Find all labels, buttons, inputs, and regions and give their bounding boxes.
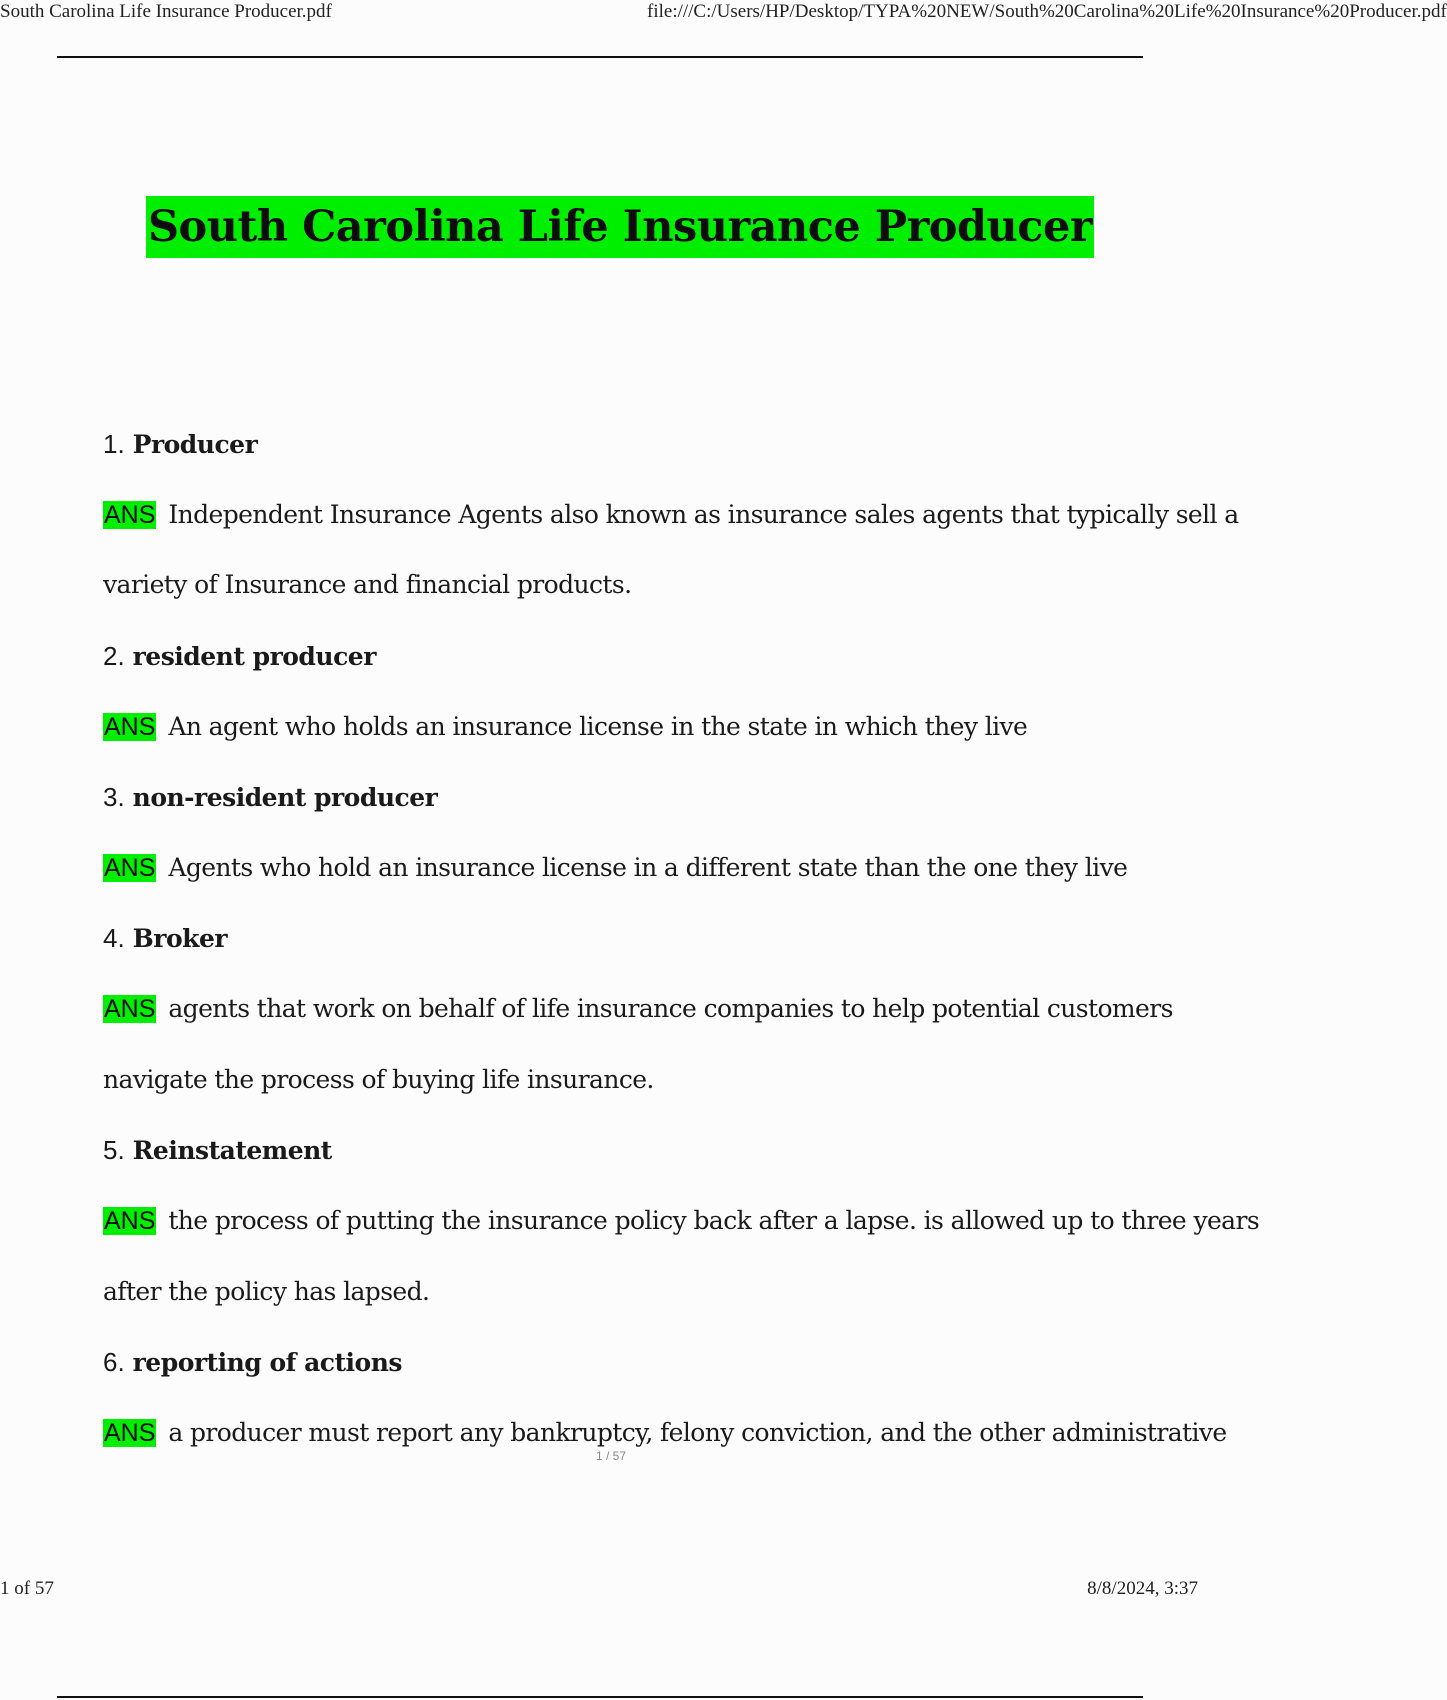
answer-line bbox=[103, 1416, 1227, 1450]
print-date: 8/8/2024, 3:37 bbox=[1087, 1578, 1198, 1599]
question-number: 6. bbox=[103, 1347, 125, 1377]
answer-line bbox=[103, 992, 1173, 1026]
page-title: South Carolina Life Insurance Producer bbox=[146, 196, 1094, 258]
ans-label: ANS bbox=[104, 1419, 156, 1447]
title-container bbox=[0, 196, 1240, 258]
answer-line bbox=[103, 710, 1027, 744]
answer-line bbox=[103, 1063, 654, 1097]
answer-text: after the policy has lapsed. bbox=[103, 1277, 430, 1306]
page-count: 1 of 57 bbox=[0, 1578, 54, 1599]
header-divider bbox=[57, 56, 1143, 58]
answer-text: navigate the process of buying life insurance. bbox=[103, 1065, 654, 1094]
answer-line bbox=[103, 568, 631, 602]
question-heading bbox=[103, 780, 437, 815]
ans-label: ANS bbox=[104, 501, 156, 529]
answer-line bbox=[103, 851, 1127, 885]
question-heading bbox=[103, 1345, 402, 1380]
answer-text: the process of putting the insurance policy back after a lapse. is allowed up to three years bbox=[168, 1206, 1260, 1235]
ans-label: ANS bbox=[104, 1207, 156, 1235]
question-heading bbox=[103, 427, 257, 462]
question-term: Reinstatement bbox=[132, 1136, 332, 1165]
answer-text: agents that work on behalf of life insurance companies to help potential customers bbox=[168, 994, 1173, 1023]
question-term: non-resident producer bbox=[132, 783, 438, 812]
ans-label: ANS bbox=[104, 995, 156, 1023]
answer-text: Independent Insurance Agents also known as insurance sales agents that typically sell a bbox=[168, 500, 1239, 529]
answer-line bbox=[103, 1275, 429, 1309]
question-number: 5. bbox=[103, 1135, 125, 1165]
question-term: resident producer bbox=[132, 642, 376, 671]
question-number: 2. bbox=[103, 641, 125, 671]
pdf-page-marker: 1 / 57 bbox=[596, 1449, 627, 1463]
footer-divider bbox=[57, 1696, 1143, 1698]
answer-text: a producer must report any bankruptcy, felony conviction, and the other administrative bbox=[168, 1418, 1227, 1447]
answer-text: Agents who hold an insurance license in a different state than the one they live bbox=[168, 853, 1128, 882]
print-header bbox=[0, 0, 1447, 26]
answer-text: An agent who holds an insurance license in the state in which they live bbox=[168, 712, 1028, 741]
question-heading bbox=[103, 921, 227, 956]
question-term: Producer bbox=[132, 430, 258, 459]
question-number: 4. bbox=[103, 923, 125, 953]
document-name: South Carolina Life Insurance Producer.pdf bbox=[0, 1, 332, 22]
question-number: 3. bbox=[103, 782, 125, 812]
question-term: reporting of actions bbox=[132, 1348, 402, 1377]
ans-label: ANS bbox=[104, 713, 156, 741]
answer-text: variety of Insurance and financial products. bbox=[103, 570, 632, 599]
answer-line bbox=[103, 498, 1239, 532]
question-term: Broker bbox=[132, 924, 228, 953]
question-heading bbox=[103, 639, 376, 674]
question-heading bbox=[103, 1133, 332, 1168]
question-number: 1. bbox=[103, 429, 125, 459]
file-url: file:///C:/Users/HP/Desktop/TYPA%20NEW/South%20Carolina%20Life%20Insurance%20Producer.pdf bbox=[647, 1, 1447, 22]
ans-label: ANS bbox=[104, 854, 156, 882]
answer-line bbox=[103, 1204, 1260, 1238]
